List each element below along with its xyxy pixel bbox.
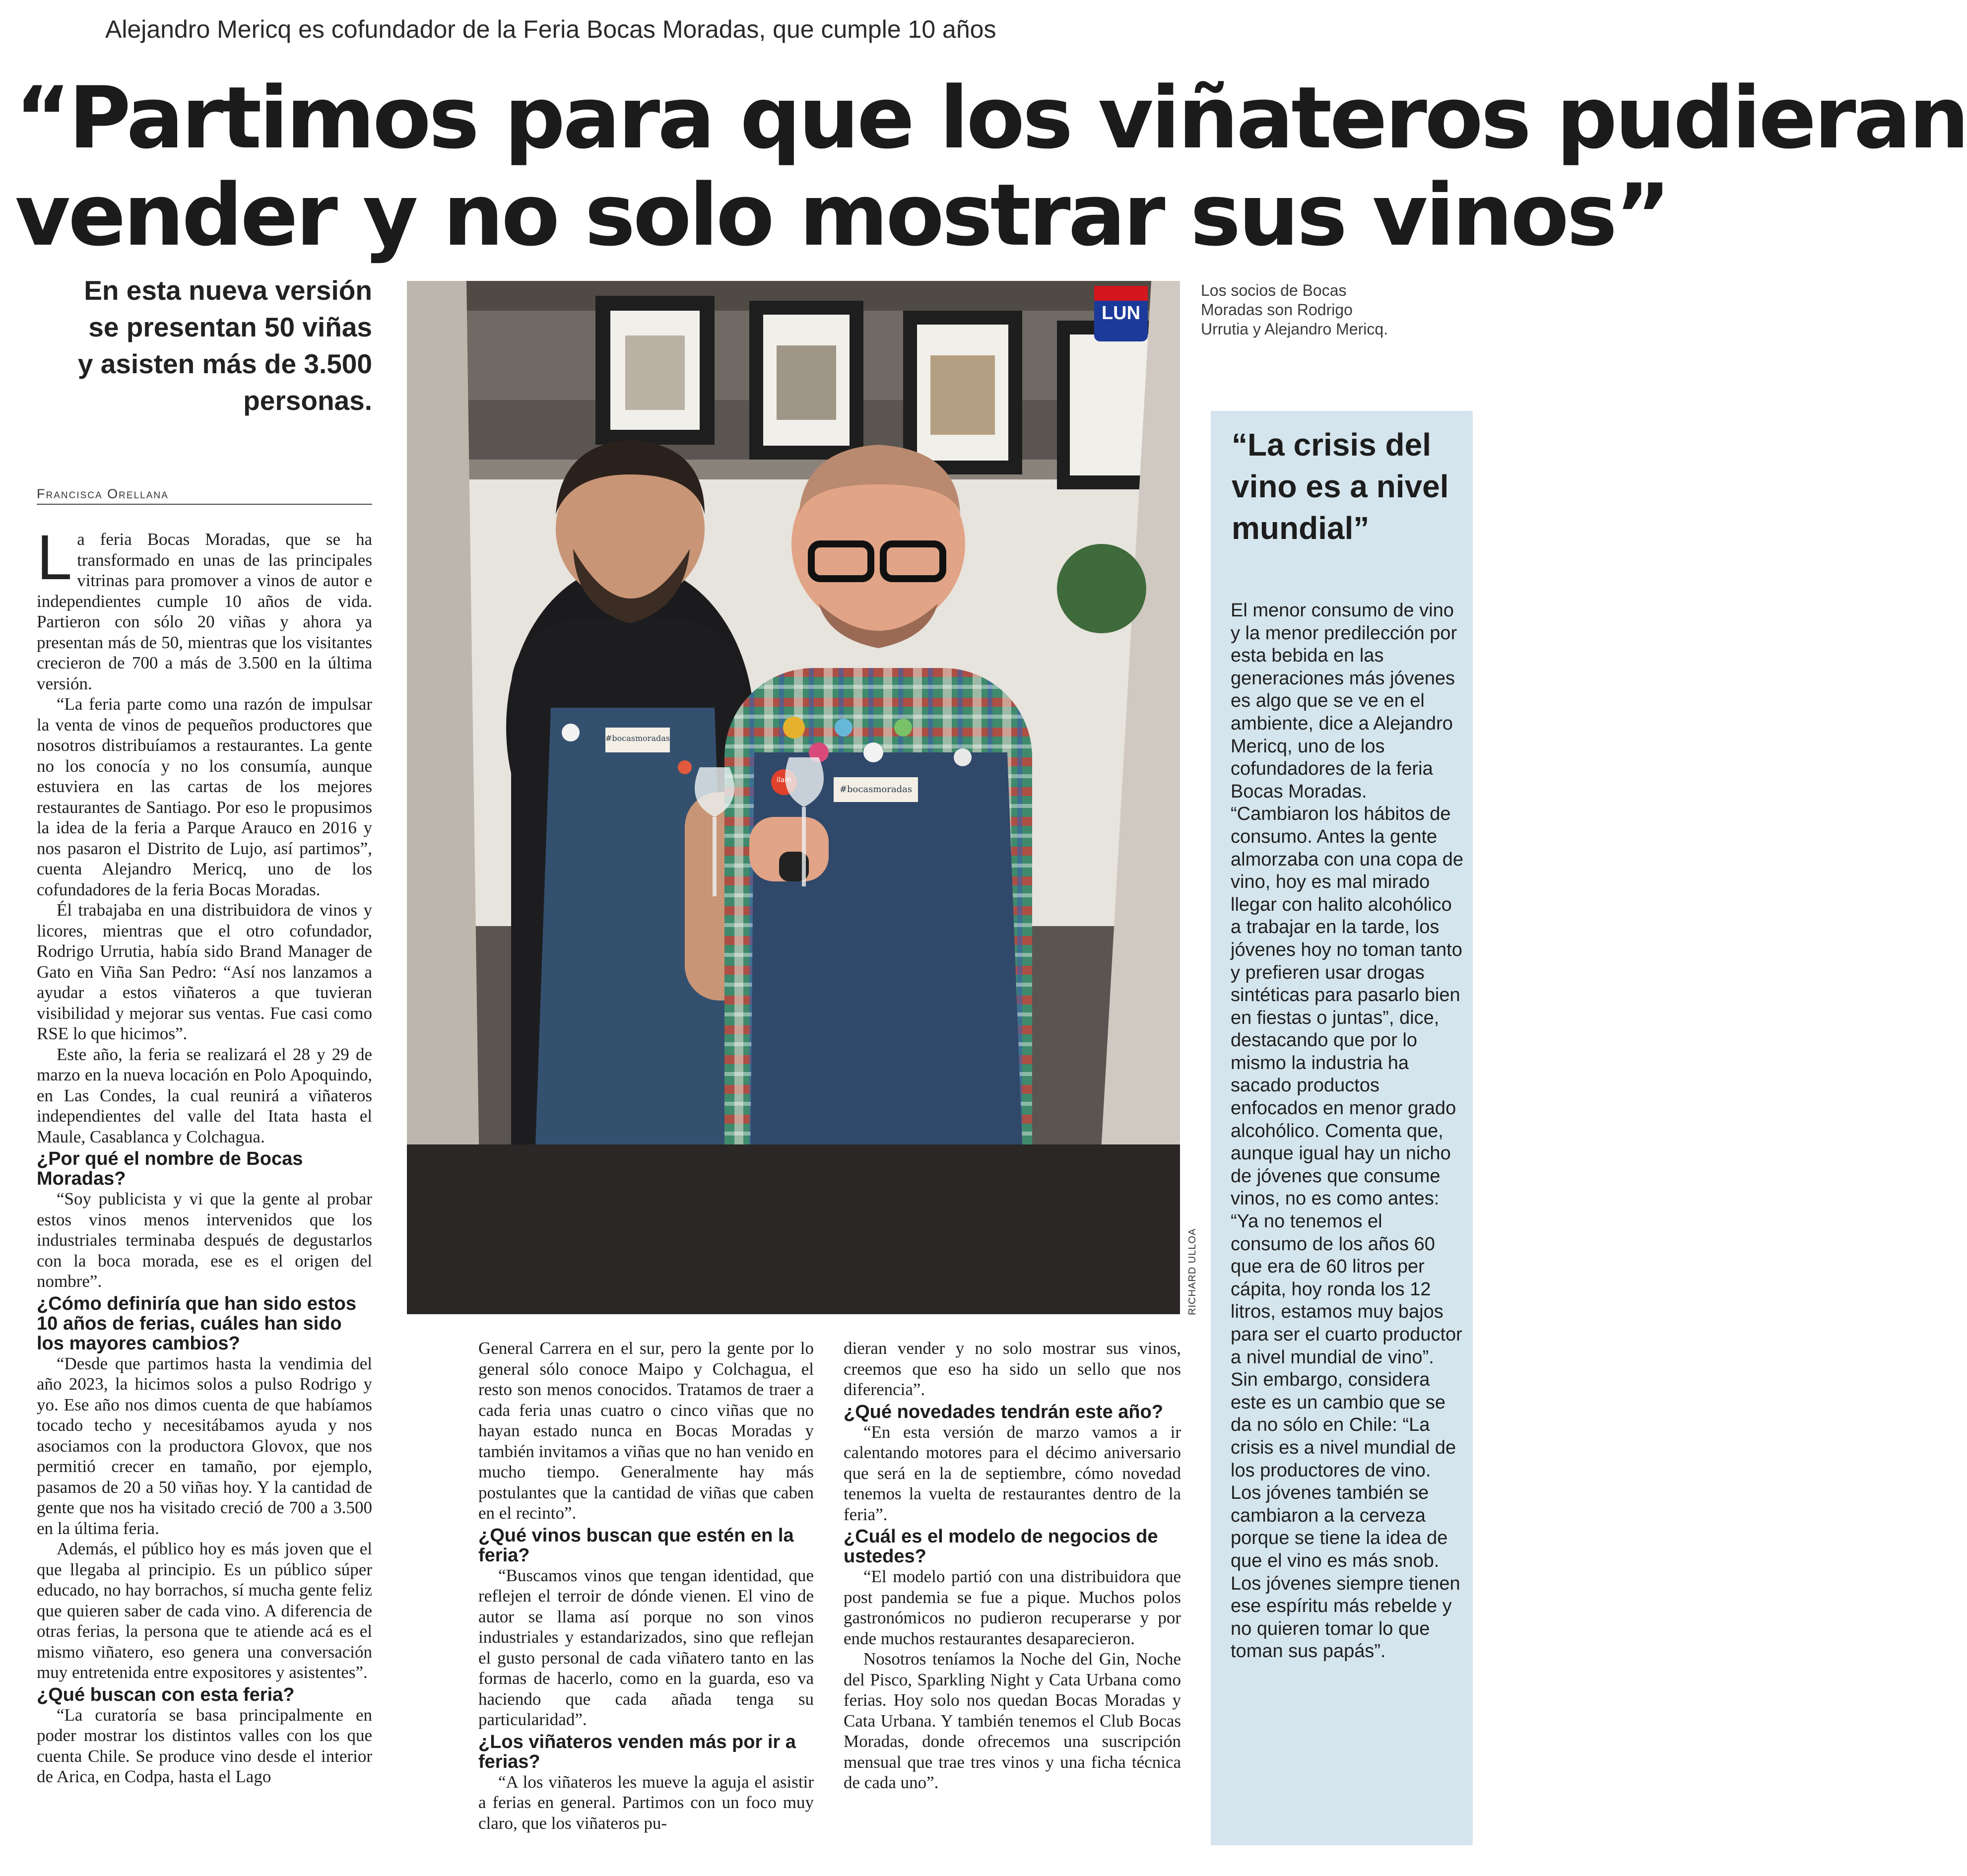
photo-caption: Los socios de Bocas Moradas son Rodrigo Urrutia y Alejandro Mericq. (1201, 281, 1388, 338)
interview-question: ¿Los viñateros venden más por ir a ferias? (478, 1731, 796, 1772)
interview-question: ¿Qué buscan con esta feria? (37, 1684, 295, 1705)
photo-credit (1181, 1191, 1201, 1320)
deck (50, 272, 372, 419)
article-paragraph: Él trabajaba en una distribuidora de vinos y licores, mientras que el otro cofundador, Rodrigo Urrutia, había sido Brand Manager de Gato en Viña San Pedro: “Así nos lanzamos a ayudar a estos viñateros a que tuvieran visibilidad y mejorar sus ventas. Fue casi como RSE lo que hicimos”. (37, 900, 372, 1043)
interview-question: ¿Qué novedades tendrán este año? (844, 1401, 1164, 1422)
byline: Francisca Orellana (37, 486, 372, 505)
interview-answer: “Soy publicista y vi que la gente al probar estos vinos menos intervenidos que los industriales terminaba después de degustarlos con la boca morada, ese es el origen del nombre”. (37, 1189, 372, 1291)
deck-line-3: y asisten más de 3.500 (77, 348, 372, 379)
deck-line-2: se presentan 50 viñas (88, 312, 372, 342)
interview-answer: “A los viñateros les mueve la aguja el asistir a ferias en general. Partimos con un foco muy claro, que los viñateros pu- (478, 1772, 814, 1833)
lun-logo-text: LUN (1101, 303, 1141, 324)
article-paragraph (37, 522, 372, 694)
interview-question: ¿Cómo definiría que han sido estos 10 años de ferias, cuáles han sido los mayores cambios? (37, 1293, 356, 1354)
article-paragraph: “La feria parte como una razón de impulsar la venta de vinos de pequeños productores que nosotros distribuíamos a restaurantes. La gente no los conocía y no los consumía, aunque estuviera en las cartas de los mejores restaurantes de Santiago. Por eso le propusimos la idea de la feria a Parque Arauco en 2016 y nos pasaron el Distrito de Lujo, así partimos”, cuenta Alejandro Mericq, uno de los cofundadores de la feria Bocas Moradas. (37, 694, 372, 899)
article-paragraph: dieran vender y no solo mostrar sus vinos, creemos que eso ha sido un sello que nos diferencia”. (844, 1339, 1181, 1399)
interview-question: ¿Qué vinos buscan que estén en la feria? (478, 1525, 794, 1566)
article-column-3 (844, 1338, 1181, 1793)
photo (407, 281, 1180, 1314)
sidebar-title: “La crisis del vino es a nivel mundial” (1232, 427, 1449, 546)
interview-answer: “La curatoría se basa principalmente en poder mostrar los distintos valles con los que cuenta Chile. Se produce vino desde el interior de Arica, en Codpa, hasta el Lago (37, 1705, 372, 1786)
lun-logo (1094, 286, 1148, 341)
deck-line-4: personas. (243, 385, 372, 416)
partners-photo-illustration (407, 281, 1180, 1314)
headline (15, 68, 1967, 265)
apron-text-right: #bocasmoradas (839, 784, 913, 795)
article-column-2 (478, 1338, 814, 1833)
headline-line-2: vender y no solo mostrar sus vinos” (15, 165, 1669, 265)
article-paragraph: General Carrera en el sur, pero la gente por lo general sólo conoce Maipo y Colchagua, el resto son menos conocidos. Tratamos de traer a cada feria unas cuatro o cinco viñas que no hayan estado nunca en Bocas Moradas y también invitamos a viñas que no han venido en mucho tiempo. Generalmente hay más postulantes que la cantidad de viñas que caben en el recinto”. (478, 1339, 814, 1523)
article-paragraph: Este año, la feria se realizará el 28 y 29 de marzo en la nueva locación en Polo Apoquindo, en Las Condes, la cual reunirá a viñateros independientes del valle del Itata hasta el Maule, Casablanca y Colchagua. (37, 1044, 372, 1146)
article-column-1 (37, 522, 372, 1787)
interview-answer: “Desde que partimos hasta la vendimia del año 2023, la hicimos solos a pulso Rodrigo y yo. Ese año nos dimos cuenta de que habíamos tocado techo y necesitábamos ayuda y nos asociamos con la productora Glovox, que nos permitió crecer en tamaño, por ejemplo, pasamos de 20 a 50 viñas hoy. Y la cantidad de gente que nos ha visitado creció de 700 a 3.500 en la última feria. (37, 1353, 372, 1538)
kicker: Alejandro Mericq es cofundador de la Feria Bocas Moradas, que cumple 10 años (105, 15, 996, 43)
apron-badge-text: ilam (777, 776, 791, 784)
interview-answer: “En esta versión de marzo vamos a ir calentando motores para el décimo aniversario que será en la de septiembre, cómo novedad tenemos la vuelta de restaurantes dentro de la feria”. (844, 1422, 1181, 1524)
interview-answer: “El modelo partió con una distribuidora que post pandemia se fue a pique. Muchos polos gastronómicos no pudieron recuperarse y por ende muchos restaurantes desaparecieron. (844, 1567, 1181, 1648)
interview-question: ¿Cuál es el modelo de negocios de ustedes? (844, 1526, 1158, 1567)
apron-text-left: #bocasmoradas (605, 734, 670, 743)
headline-line-1: “Partimos para que los viñateros pudieran (15, 68, 1967, 168)
sidebar-body: El menor consumo de vino y la menor predilección por esta bebida en las generaciones más jóvenes es algo que se ve en el ambiente, dice a Alejandro Mericq, uno de los cofundadores de la feria Bocas Moradas. “Cambiaron los hábitos de consumo. Antes la gente almorzaba con una copa de vino, hoy es mal mirado llegar con halito alcohólico a trabajar en la tarde, los jóvenes hoy no toman tanto y prefieren usar drogas sintéticas para pasarlo bien en fiestas o juntas”, dice, destacando que por lo mismo la industria ha sacado productos enfocados en menor grado alcohólico. Comenta que, aunque igual hay un nicho de jóvenes que consume vinos, no es como antes: “Ya no tenemos el consumo de los años 60 que era de 60 litros per cápita, hoy ronda los 12 litros, estamos muy bajos para ser el cuarto productor a nivel mundial de vino”. Sin embargo, considera este es un cambio que se da no sólo en Chile: “La crisis es a nivel mundial de los productores de vino. Los jóvenes también se cambiaron a la cerveza porque se tiene la idea de que el vino es más snob. Los jóvenes siempre tienen ese espíritu más rebelde y no quieren tomar lo que toman sus papás”. (1231, 600, 1463, 1662)
drop-cap: L (37, 522, 72, 593)
lead-text: a feria Bocas Moradas, que se ha transformado en unas de las principales vitrinas para promover a vinos de autor e independientes cumple 10 años de vida. Partieron con sólo 20 viñas y ahora ya presentan más de 50, mientras que los visitantes crecieron de 700 a más de 3.500 en la última versión. (37, 530, 372, 693)
interview-answer: “Buscamos vinos que tengan identidad, que reflejen el terroir de dónde vienen. El vino de autor se llama así porque no son vinos industriales y estandarizados, sino que reflejan el gusto personal de cada viñatero tanto en las formas de hacerlo, como en la guarda, eso va haciendo que cada añada tenga su particularidad”. (478, 1565, 814, 1729)
interview-answer: Nosotros teníamos la Noche del Gin, Noche del Pisco, Sparkling Night y Cata Urbana como ferias. Hoy solo nos quedan Bocas Moradas y Cata Urbana. Y también tenemos el Club Bocas Moradas, donde ofrecemos una suscripción mensual que trae tres vinos y una ficha técnica de cada uno”. (844, 1649, 1181, 1792)
interview-question: ¿Por qué el nombre de Bocas Moradas? (37, 1148, 303, 1189)
deck-line-1: En esta nueva versión (84, 275, 372, 306)
interview-answer: Además, el público hoy es más joven que el que llegaba al principio. Es un público súper educado, no hay borrachos, sí mucha gente feliz que quieren saber de cada vino. A diferencia de otras ferias, la persona que te atiende acá es el mismo viñatero, eso genera una conversación muy entretenida entre expositores y asistentes”. (37, 1539, 372, 1682)
photo-credit-text: RICHARD ULLOA (1187, 1228, 1198, 1315)
